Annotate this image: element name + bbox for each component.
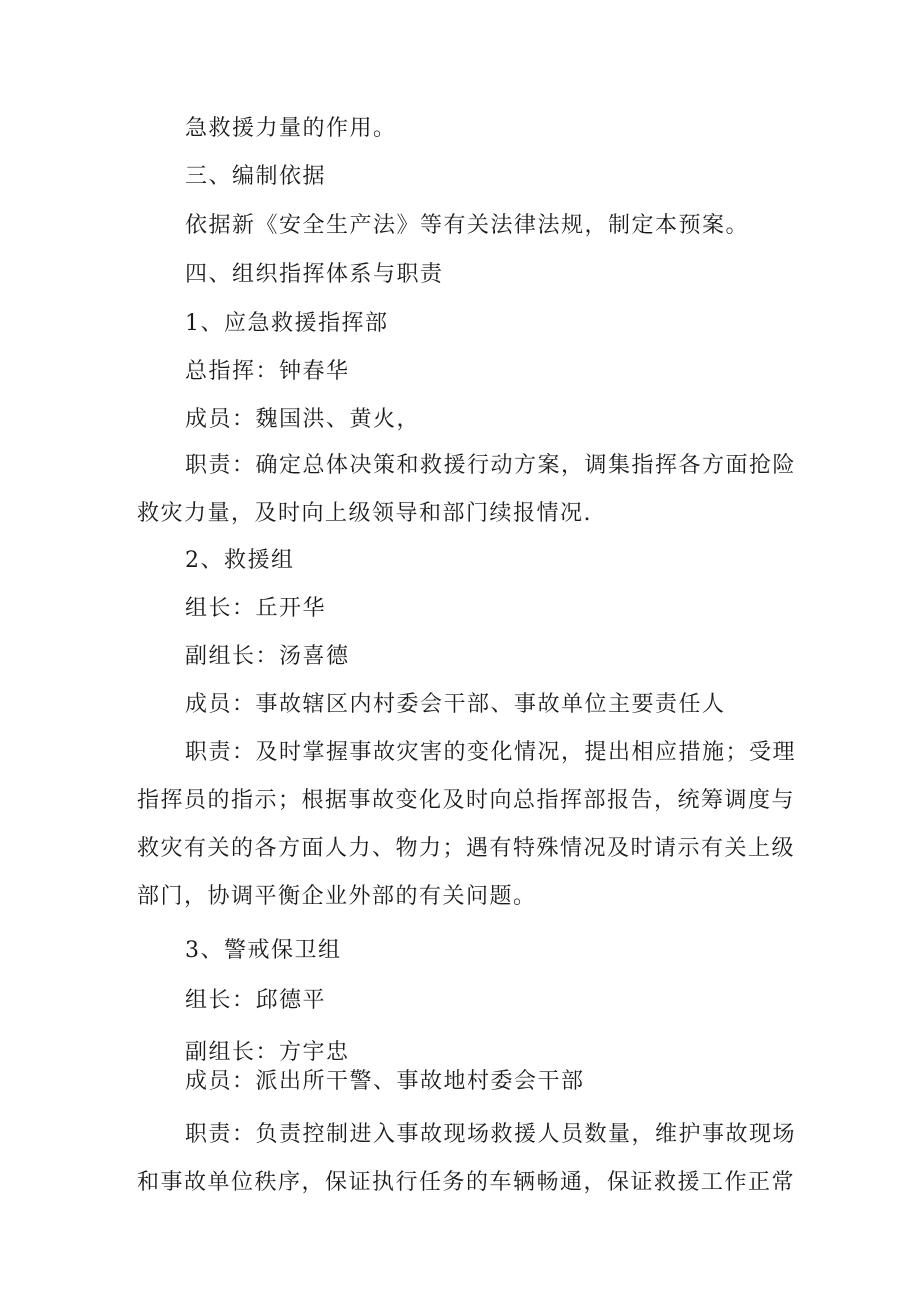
text-line: 成员：魏国洪、黄火，	[185, 407, 421, 432]
text-line: 救灾有关的各方面人力、物力；遇有特殊情况及时请示有关上级	[137, 836, 796, 861]
text-line: 职责：及时掌握事故灾害的变化情况，提出相应措施；受理	[185, 740, 797, 765]
section-heading: 三、编制依据	[185, 164, 327, 189]
text-line: 部门，协调平衡企业外部的有关问题。	[137, 884, 537, 909]
text-line: 指挥员的指示；根据事故变化及时向总指挥部报告，统筹调度与	[137, 788, 796, 813]
text-line: 总指挥：钟春华	[185, 359, 350, 384]
text-line: 和事故单位秩序，保证执行任务的车辆畅通，保证救援工作正常	[137, 1170, 796, 1195]
text-line: 急救援力量的作用。	[185, 116, 397, 141]
text-line: 依据新《安全生产法》等有关法律法规，制定本预案。	[185, 213, 750, 238]
text-line: 组长：邱德平	[185, 988, 327, 1013]
text-line: 组长：丘开华	[185, 596, 327, 621]
text-line: 成员：事故辖区内村委会干部、事故单位主要责任人	[185, 692, 726, 717]
text-line: 副组长：汤喜德	[185, 644, 350, 669]
text-line: 职责：负责控制进入事故现场救援人员数量，维护事故现场	[185, 1122, 797, 1147]
text-line: 职责：确定总体决策和救援行动方案，调集指挥各方面抢险	[185, 453, 797, 478]
text-line: 救灾力量，及时向上级领导和部门续报情况.	[137, 501, 592, 526]
subsection-heading: 3、警戒保卫组	[185, 938, 342, 963]
subsection-heading: 2、救援组	[185, 548, 295, 573]
text-line: 副组长：方宇忠	[185, 1040, 350, 1065]
subsection-heading: 1、应急救援指挥部	[185, 311, 389, 336]
text-line: 成员：派出所干警、事故地村委会干部	[185, 1069, 585, 1094]
section-heading: 四、组织指挥体系与职责	[185, 262, 444, 287]
